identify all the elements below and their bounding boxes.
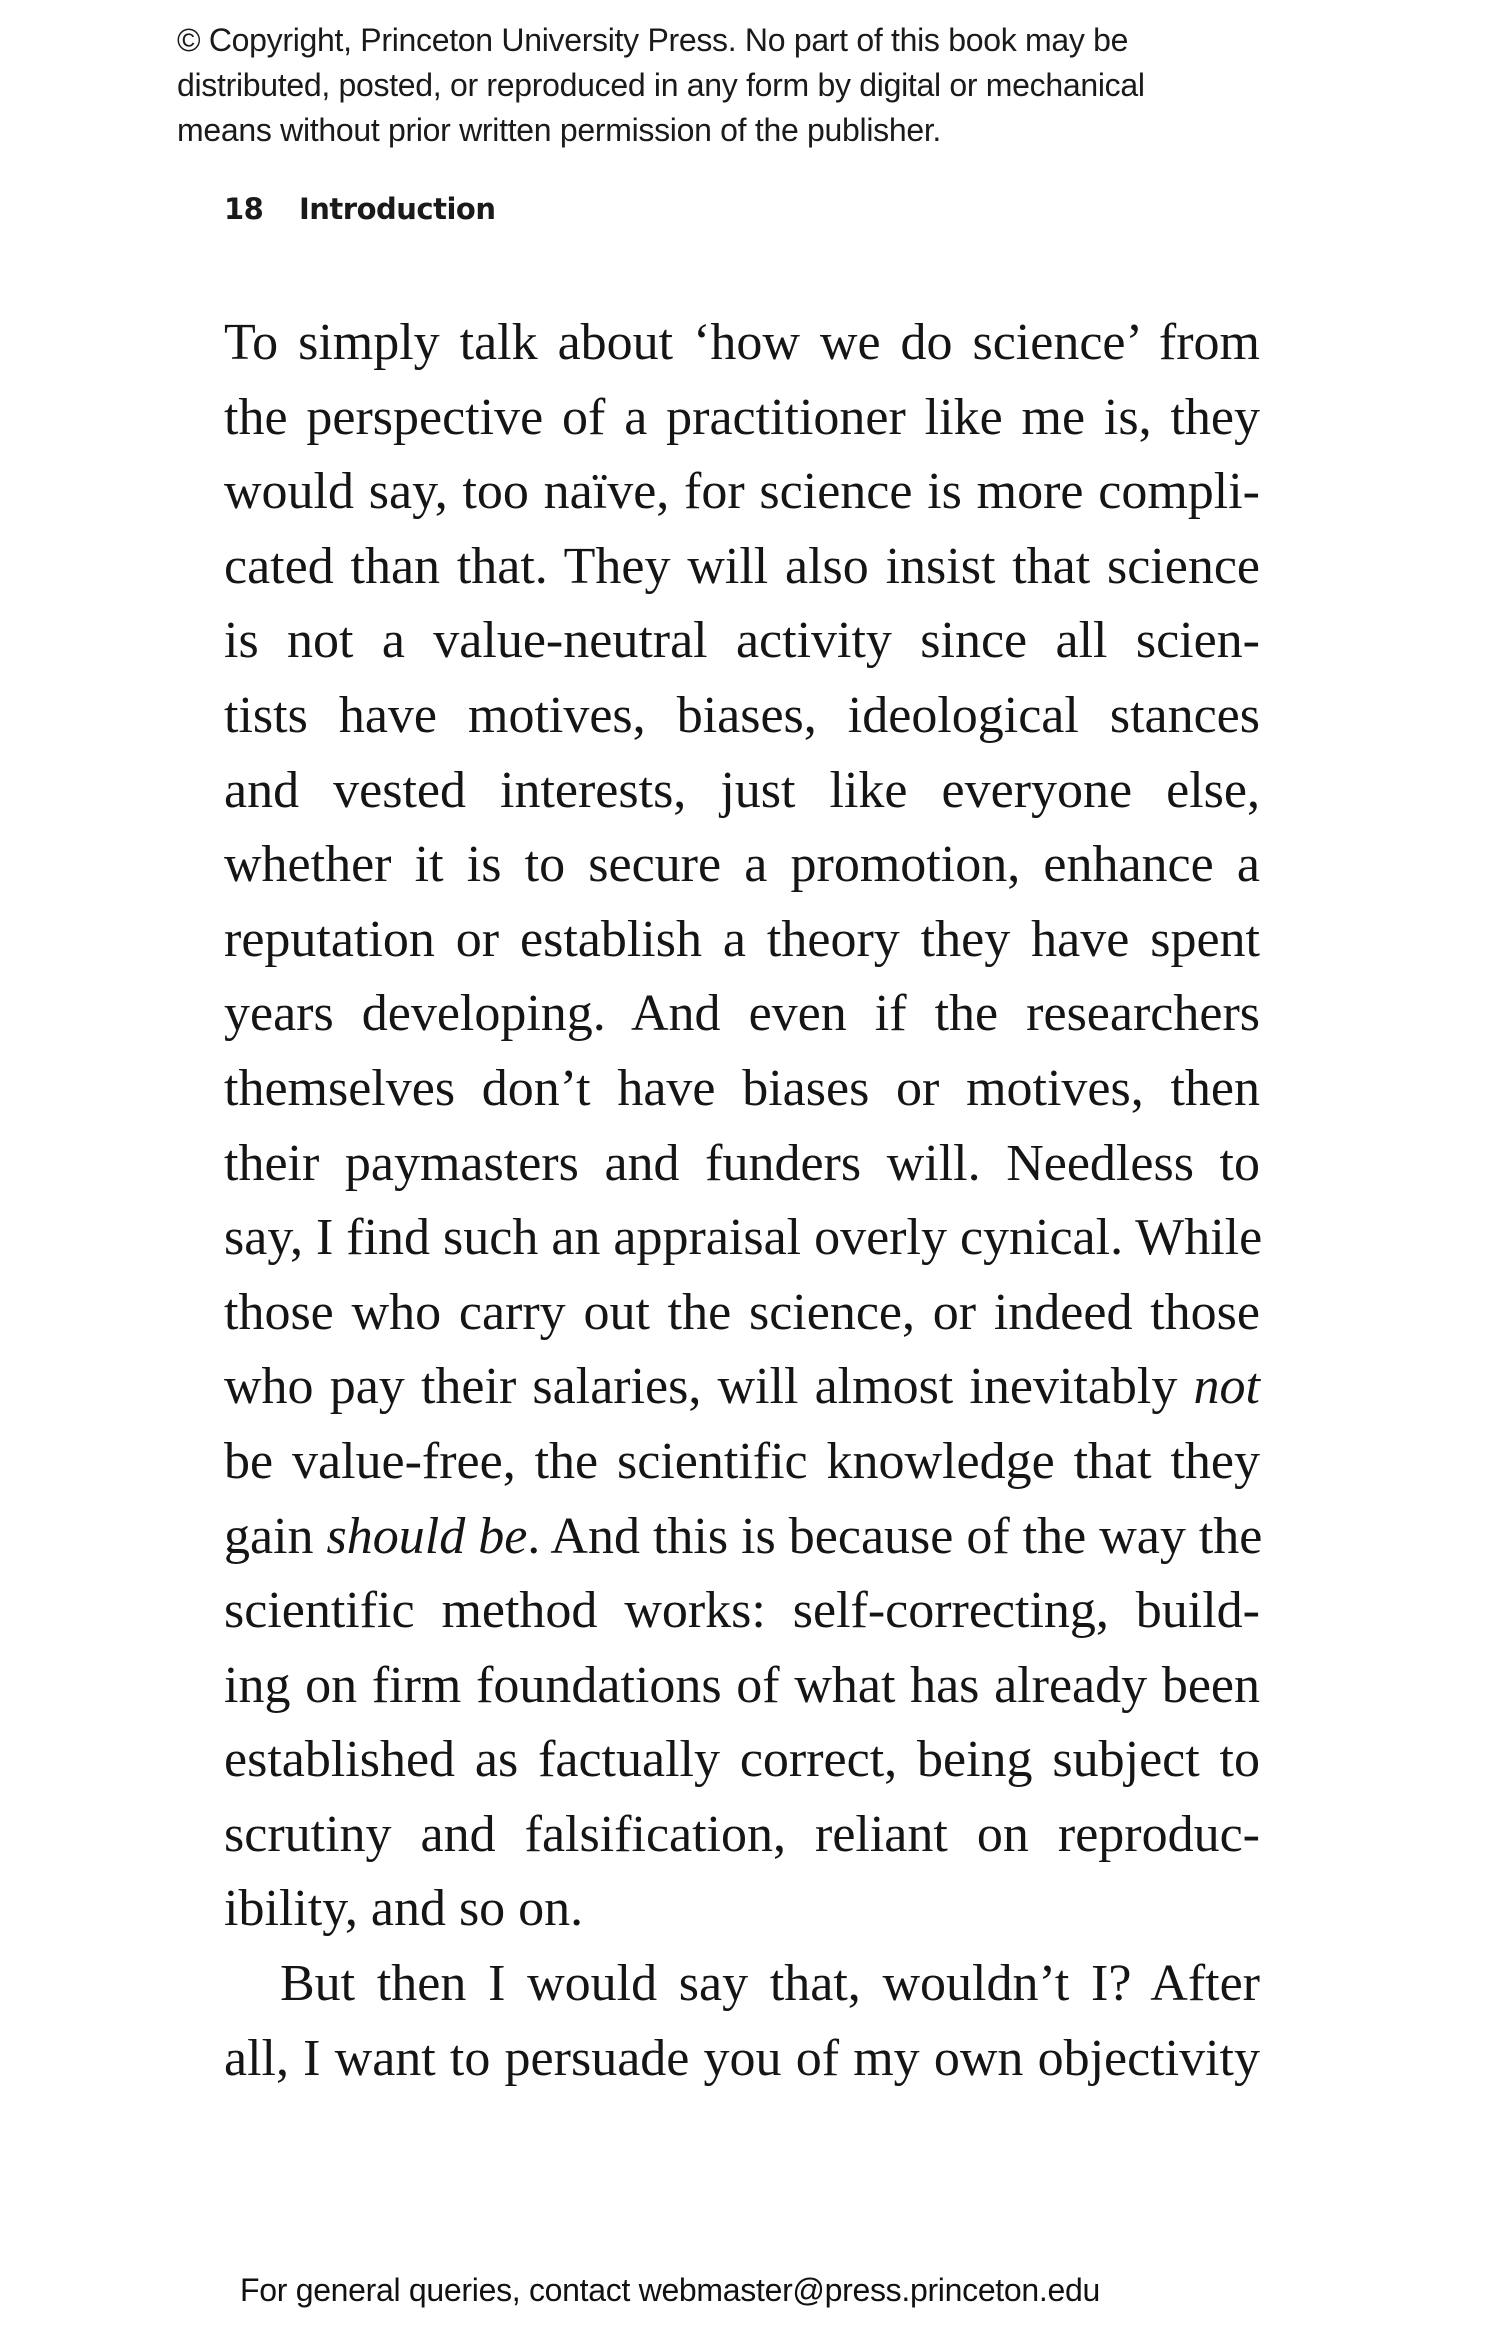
section-title: Introduction (298, 192, 496, 226)
emphasis: should be (326, 1507, 528, 1565)
text-line: tists have motives, biases, ideological stances (224, 686, 1260, 744)
text-line: established as factually correct, being subject to (224, 1731, 1260, 1789)
copyright-line: distributed, posted, or reproduced in any form by digital or mechanical (177, 67, 1145, 103)
text-line: scientific method works: self-correcting, build- (224, 1582, 1260, 1640)
text-line: cated than that. They will also insist that science (224, 537, 1260, 595)
text-line: is not a value-neutral activity since all scien- (224, 612, 1260, 670)
text-line: and vested interests, just like everyone else, (224, 761, 1260, 819)
text-span: who pay their salaries, will almost inevitably (224, 1358, 1194, 1416)
text-line: their paymasters and funders will. Needless to (224, 1134, 1260, 1192)
text-span: . And this is because of the way the (527, 1507, 1263, 1565)
text-line: be value-free, the scientific knowledge that they (224, 1432, 1260, 1490)
text-line: reputation or establish a theory they have spent (224, 910, 1260, 968)
text-line: whether it is to secure a promotion, enhance a (224, 836, 1260, 894)
footer-contact: For general queries, contact webmaster@press.princeton.edu (240, 2272, 1100, 2308)
text-line: ing on firm foundations of what has already been (224, 1656, 1260, 1714)
text-line: ibility, and so on. (224, 1880, 584, 1938)
text-line: those who carry out the science, or indeed those (224, 1283, 1260, 1341)
text-line (224, 1500, 1263, 1575)
page-number: 18 (224, 192, 264, 226)
running-head (224, 192, 495, 226)
text-line: To simply talk about ‘how we do science’ from (224, 314, 1260, 371)
text-line: say, I find such an appraisal overly cynical. While (224, 1209, 1263, 1267)
text-line (224, 1350, 1260, 1425)
body-text (224, 306, 1263, 2096)
text-line: all, I want to persuade you of my own objectivity (224, 2029, 1260, 2087)
text-line: But then I would say that, wouldn’t I? After (280, 1955, 1260, 2013)
text-line: themselves don’t have biases or motives, then (224, 1059, 1260, 1117)
text-line: years developing. And even if the researchers (224, 985, 1260, 1043)
text-line: would say, too naïve, for science is more compli- (224, 463, 1260, 521)
copyright-line: © Copyright, Princeton University Press. No part of this book may be (177, 22, 1129, 58)
text-line: scrutiny and falsification, reliant on reproduc- (224, 1805, 1260, 1863)
copyright-line: means without prior written permission of the publisher. (177, 112, 942, 148)
text-span: gain (224, 1507, 327, 1565)
text-line: the perspective of a practitioner like me is, they (224, 388, 1260, 446)
copyright-notice (177, 18, 1377, 153)
emphasis: not (1193, 1358, 1260, 1416)
